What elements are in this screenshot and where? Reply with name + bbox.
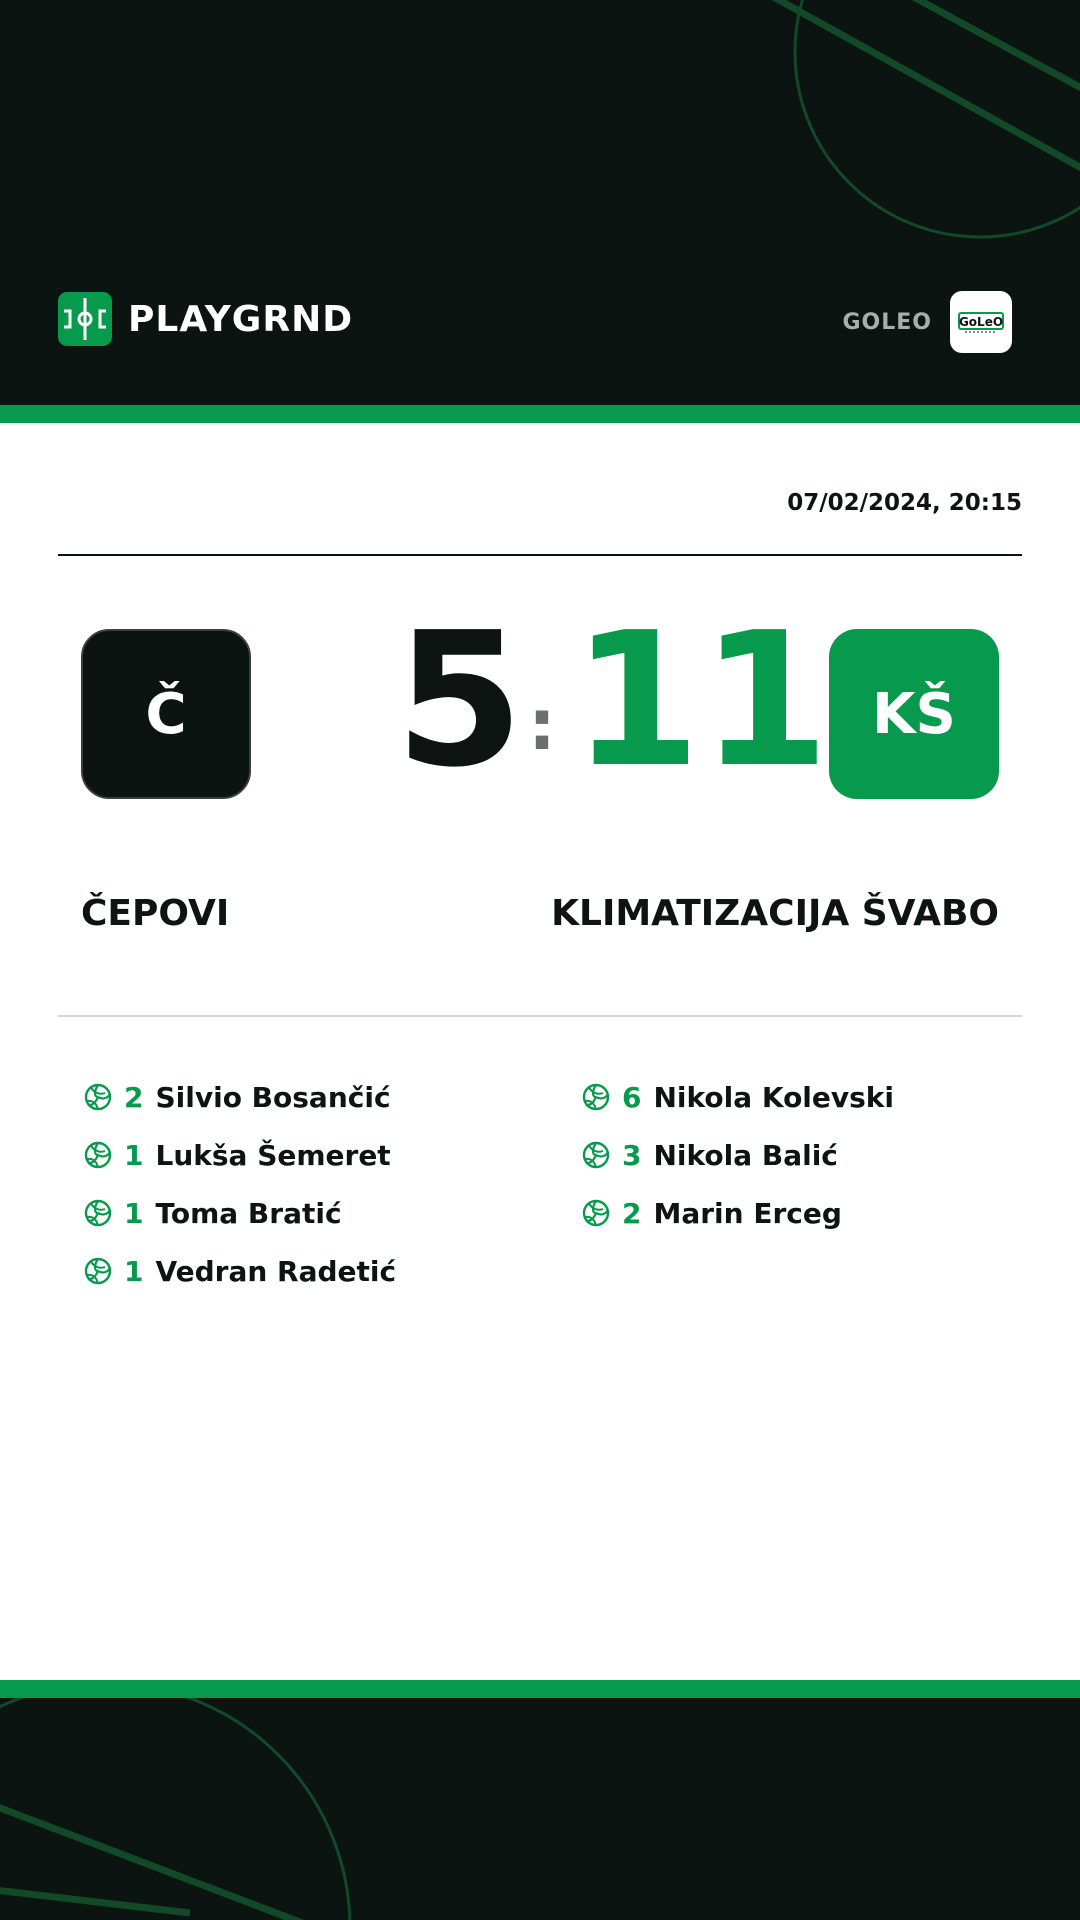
home-team-badge: Č [81, 629, 251, 799]
player-name: Nikola Balić [653, 1138, 838, 1172]
scorer-row [84, 1126, 524, 1184]
goal-count: 3 [622, 1138, 642, 1172]
goal-count: 1 [124, 1254, 144, 1288]
scorer-row [582, 1126, 1022, 1184]
home-team-name: ČEPOVI [81, 893, 230, 934]
brand-name: PLAYGRND [128, 298, 354, 340]
player-name: Lukša Šemeret [155, 1138, 391, 1172]
player-name: Silvio Bosančić [155, 1080, 391, 1114]
scorer-row [84, 1242, 524, 1300]
player-name: Nikola Kolevski [653, 1080, 895, 1114]
football-pitch-icon [58, 292, 112, 346]
scorer-row [84, 1184, 524, 1242]
home-scorers-list [84, 1068, 524, 1300]
accent-strip-bottom [0, 1680, 1080, 1698]
scorer-row [582, 1068, 1022, 1126]
scorer-row [84, 1068, 524, 1126]
accent-strip-top [0, 405, 1080, 423]
brand [58, 291, 353, 347]
pitch-lines-decoration [0, 1698, 1080, 1920]
goal-count: 1 [124, 1196, 144, 1230]
match-datetime: 07/02/2024, 20:15 [787, 490, 1022, 516]
svg-text:GoLeO: GoLeO [958, 315, 1004, 329]
player-name: Vedran Radetić [155, 1254, 397, 1288]
partner [842, 291, 1012, 353]
volleyball-icon [84, 1257, 112, 1285]
scorer-row [582, 1184, 1022, 1242]
volleyball-icon [84, 1199, 112, 1227]
header-band [0, 0, 1080, 405]
goal-count: 1 [124, 1138, 144, 1172]
partner-logo [950, 291, 1012, 353]
volleyball-icon [582, 1199, 610, 1227]
player-name: Marin Erceg [653, 1196, 842, 1230]
away-score: 11 [572, 592, 830, 808]
goal-count: 2 [622, 1196, 642, 1230]
away-team-badge: KŠ [829, 629, 999, 799]
volleyball-icon [582, 1141, 610, 1169]
home-score: 5 [395, 592, 524, 808]
partner-name: GOLEO [842, 309, 932, 335]
divider [58, 1015, 1022, 1017]
footer-band [0, 1698, 1080, 1920]
volleyball-icon [582, 1083, 610, 1111]
volleyball-icon [84, 1141, 112, 1169]
away-scorers-list [582, 1068, 1022, 1242]
goal-count: 6 [622, 1080, 642, 1114]
divider [58, 554, 1022, 556]
volleyball-icon [84, 1083, 112, 1111]
player-name: Toma Bratić [155, 1196, 342, 1230]
score-separator: : [528, 684, 556, 766]
goal-count: 2 [124, 1080, 144, 1114]
away-team-name: KLIMATIZACIJA ŠVABO [551, 893, 999, 934]
